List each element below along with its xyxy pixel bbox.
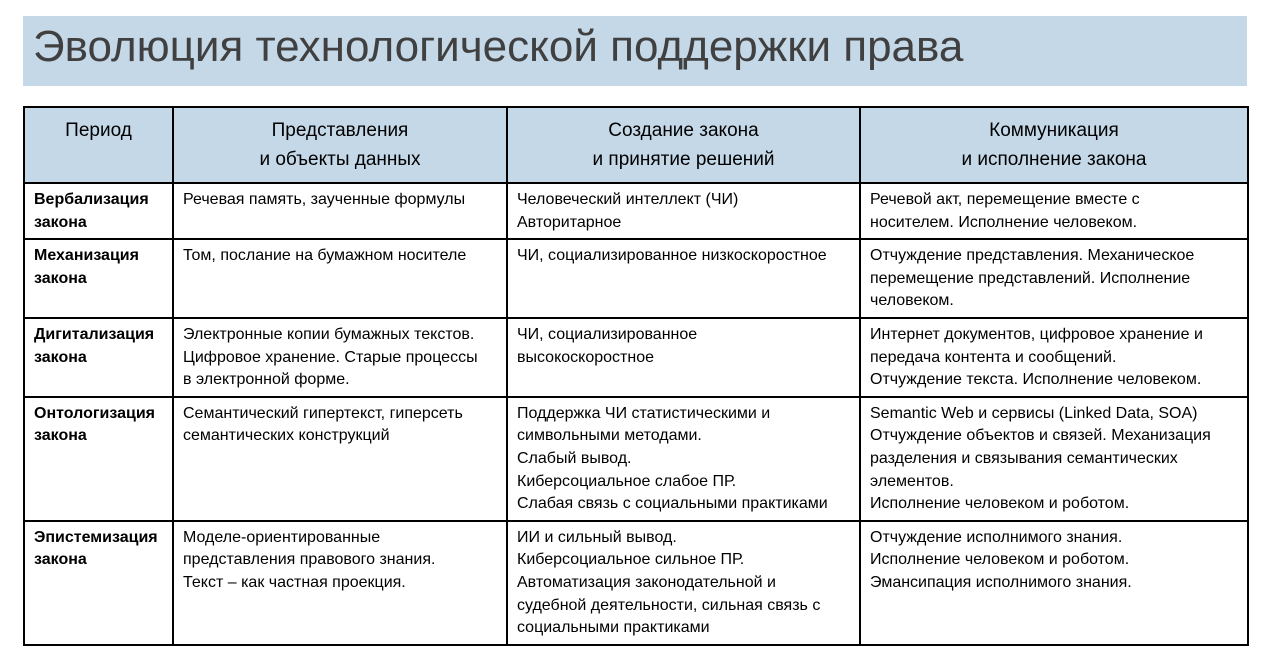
cell-line: закона [34,427,87,445]
header-line: и объекты данных [259,149,421,170]
title-bar [23,16,1247,86]
cell-line: Том, послание на бумажном носителе [183,247,467,265]
header-law-creation [507,107,860,183]
cell-line: Эпистемизация [34,528,158,546]
cell-line: Текст – как частная проекция. [183,573,406,591]
data-objects-cell [173,397,507,521]
communication-cell [860,183,1248,239]
header-line: Создание закона [608,120,759,141]
cell-line: носителем. Исполнение человеком. [870,213,1138,231]
cell-line: семантических конструкций [183,427,390,445]
cell-line: в электронной форме. [183,371,350,389]
cell-line: Семантический гипертекст, гиперсеть [183,404,463,422]
table-body [24,183,1248,645]
cell-line: Автоматизация законодательной и [517,573,776,591]
period-cell [24,318,173,397]
cell-line: Слабая связь с социальными практиками [517,495,828,513]
cell-line: Эмансипация исполнимого знания. [870,573,1132,591]
table-row [24,521,1248,645]
period-cell [24,183,173,239]
cell-line: Киберсоциальное сильное ПР. [517,551,745,569]
law-creation-cell [507,239,860,318]
cell-line: Дигитализация [34,325,155,343]
law-creation-cell [507,521,860,645]
cell-line: Интернет документов, цифровое хранение и [870,325,1203,343]
period-cell [24,239,173,318]
cell-line: закона [34,348,87,366]
cell-line: передача контента и сообщений. [870,348,1117,366]
cell-line: Онтологизация [34,404,155,422]
header-row [24,107,1248,183]
header-line: Коммуникация [989,120,1119,141]
header-period [24,107,173,183]
cell-line: элементов. [870,472,954,490]
cell-line: социальными практиками [517,619,710,637]
header-data-objects [173,107,507,183]
cell-line: Semantic Web и сервисы (Linked Data, SOA) [870,404,1198,422]
cell-line: Речевой акт, перемещение вместе с [870,191,1140,208]
cell-line: Киберсоциальное слабое ПР. [517,472,737,490]
cell-line: Электронные копии бумажных текстов. [183,325,475,343]
table-row [24,239,1248,318]
cell-line: закона [34,269,87,287]
header-line: Представления [271,120,409,141]
cell-line: представления правового знания. [183,551,436,569]
header-line: Период [65,120,132,141]
period-cell [24,397,173,521]
cell-line: Человеческий интеллект (ЧИ) [517,191,739,208]
law-creation-cell [507,397,860,521]
cell-line: Слабый вывод. [517,449,632,467]
cell-line: Механизация [34,247,139,265]
cell-line: Отчуждение текста. Исполнение человеком. [870,371,1202,389]
cell-line: Исполнение человеком и роботом. [870,551,1130,569]
cell-line: Отчуждение объектов и связей. Механизация [870,427,1211,445]
cell-line: Цифровое хранение. Старые процессы [183,348,478,366]
cell-line: закона [34,213,87,231]
table-row [24,397,1248,521]
cell-line: разделения и связывания семантических [870,449,1178,467]
cell-line: перемещение представлений. Исполнение [870,269,1191,287]
cell-line: ЧИ, социализированное [517,325,698,343]
data-objects-cell [173,521,507,645]
cell-line: ИИ и сильный вывод. [517,528,677,546]
data-objects-cell [173,239,507,318]
cell-line: Моделе-ориентированные [183,528,381,546]
cell-line: ЧИ, социализированное низкоскоростное [517,247,827,265]
data-objects-cell [173,183,507,239]
law-creation-cell [507,183,860,239]
cell-line: Вербализация [34,191,149,208]
cell-line: закона [34,551,87,569]
evolution-table [23,106,1249,646]
header-communication [860,107,1248,183]
table-row [24,318,1248,397]
header-line: и исполнение закона [961,149,1147,170]
cell-line: Исполнение человеком и роботом. [870,495,1130,513]
cell-line: Отчуждение исполнимого знания. [870,528,1123,546]
cell-line: Речевая память, заученные формулы [183,191,466,208]
cell-line: Отчуждение представления. Механическое [870,247,1195,265]
cell-line: человеком. [870,292,954,310]
period-cell [24,521,173,645]
cell-line: Авторитарное [517,213,622,231]
law-creation-cell [507,318,860,397]
cell-line: судебной деятельности, сильная связь с [517,596,821,614]
cell-line: высокоскоростное [517,348,654,366]
table-row [24,183,1248,239]
communication-cell [860,318,1248,397]
communication-cell [860,397,1248,521]
communication-cell [860,239,1248,318]
cell-line: Поддержка ЧИ статистическими и [517,404,771,422]
slide-title: Эволюция технологической поддержки права [33,22,964,71]
communication-cell [860,521,1248,645]
data-objects-cell [173,318,507,397]
header-line: и принятие решений [592,149,775,170]
cell-line: символьными методами. [517,427,702,445]
